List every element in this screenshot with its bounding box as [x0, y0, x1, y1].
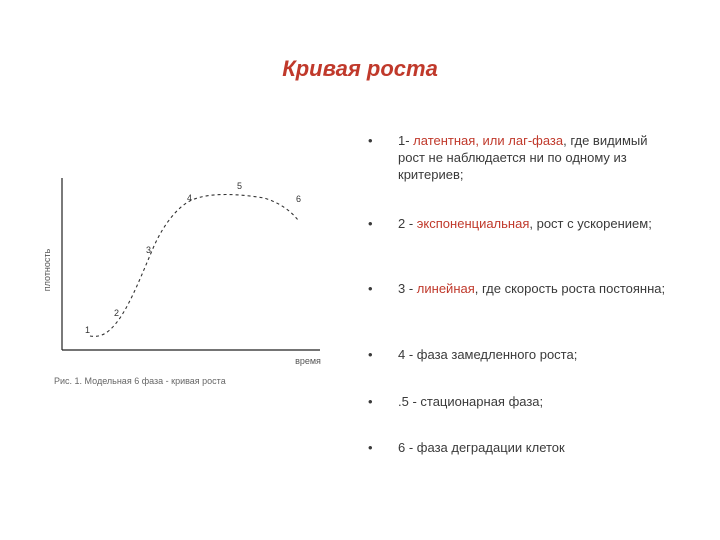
list-item-text [398, 439, 668, 456]
phase-label-5: 5 [237, 181, 243, 191]
list-item-text [398, 280, 668, 297]
item-highlight: экспоненциальная [416, 216, 530, 231]
phase-label-2: 2 [114, 308, 120, 318]
item-prefix: 2 - [398, 216, 417, 231]
phase-label-6: 6 [296, 194, 302, 204]
item-prefix: 6 - фаза деградации клеток [398, 440, 565, 455]
bullet: • [368, 347, 373, 362]
phase-label-3: 3 [146, 245, 152, 255]
list-item-text [398, 215, 668, 232]
phase-label-4: 4 [187, 193, 193, 203]
growth-curve [90, 195, 298, 337]
item-prefix: 4 - фаза замедленного роста; [398, 347, 578, 362]
figure-caption: Рис. 1. Модельная 6 фаза - кривая роста [54, 376, 226, 386]
growth-curve-figure [40, 170, 340, 400]
list-item-text [398, 346, 668, 363]
bullet: • [368, 394, 373, 409]
phase-label-1: 1 [85, 325, 91, 335]
x-axis-label: время [295, 356, 321, 366]
item-highlight: латентная, или лаг-фаза [413, 133, 564, 148]
growth-curve-svg [40, 170, 340, 400]
y-axis-label: плотность [42, 248, 52, 292]
item-highlight: линейная [416, 281, 475, 296]
list-item-text [398, 132, 668, 183]
item-prefix: .5 - стационарная фаза; [398, 394, 544, 409]
item-suffix: , где скорость роста постоянна; [474, 281, 666, 296]
bullet: • [368, 440, 373, 455]
item-suffix: , рост с ускорением; [529, 216, 652, 231]
item-prefix: 1- [398, 133, 414, 148]
bullet: • [368, 216, 373, 231]
item-suffix: , где видимый рост не наблюдается ни по одному из критериев; [398, 133, 648, 182]
item-prefix: 3 - [398, 281, 417, 296]
list-item-text [398, 393, 668, 410]
bullet: • [368, 281, 373, 296]
bullet: • [368, 133, 373, 148]
slide-title: Кривая роста [282, 56, 438, 81]
